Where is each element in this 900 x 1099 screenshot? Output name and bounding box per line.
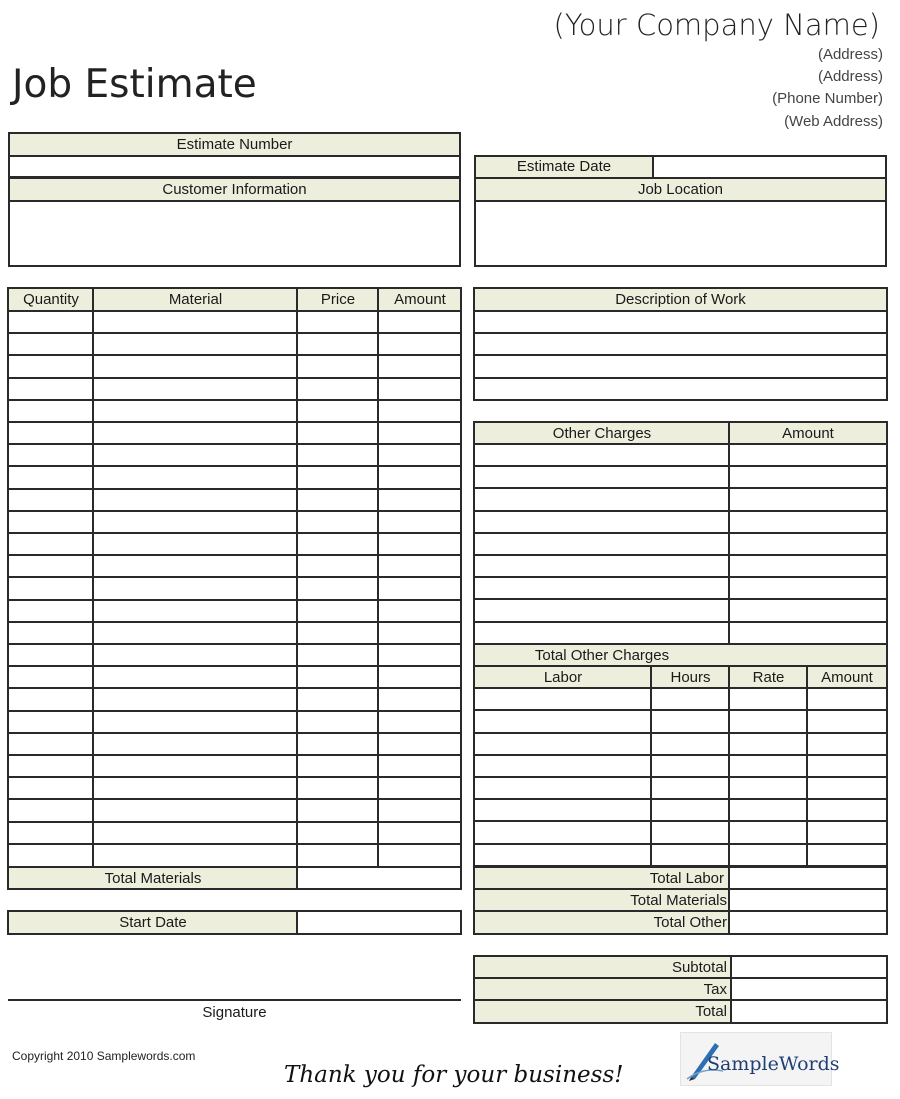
estimate-number-label: Estimate Number	[176, 136, 293, 153]
job-location-label: Job Location	[637, 181, 724, 198]
total-label: Total	[695, 1003, 727, 1020]
col-labor: Labor	[543, 669, 583, 686]
col-amount: Amount	[394, 291, 446, 308]
company-name: (Your Company Name)	[553, 8, 880, 42]
col-other-charges: Other Charges	[552, 425, 652, 442]
customer-information-label: Customer Information	[162, 181, 307, 198]
col-hours: Hours	[670, 669, 711, 686]
thank-you-message: Thank you for your business!	[284, 1062, 624, 1088]
address-line-2: (Address)	[817, 68, 883, 85]
tax-label: Tax	[703, 981, 727, 998]
total-materials-label: Total Materials	[104, 870, 202, 887]
total-materials-summary-label: Total Materials	[630, 892, 727, 909]
col-price: Price	[320, 291, 356, 308]
web-address: (Web Address)	[784, 113, 883, 130]
address-line-1: (Address)	[817, 46, 883, 63]
estimate-date-label: Estimate Date	[516, 158, 612, 175]
col-other-amount: Amount	[782, 425, 834, 442]
page-title: Job Estimate	[12, 62, 257, 107]
description-of-work-label: Description of Work	[615, 291, 746, 308]
start-date-label: Start Date	[119, 914, 187, 931]
phone-number: (Phone Number)	[772, 90, 883, 107]
col-material: Material	[168, 291, 223, 308]
subtotal-label: Subtotal	[671, 959, 727, 976]
samplewords-logo	[680, 1032, 840, 1086]
col-rate: Rate	[752, 669, 785, 686]
col-labor-amount: Amount	[821, 669, 873, 686]
logo-text: SampleWords	[707, 1053, 840, 1075]
total-other-label: Total Other	[653, 914, 727, 931]
start-date-field[interactable]	[299, 913, 460, 932]
total-labor-label: Total Labor	[649, 870, 724, 887]
signature-label: Signature	[202, 1004, 267, 1021]
copyright: Copyright 2010 Samplewords.com	[12, 1049, 196, 1063]
total-other-charges-label: Total Other Charges	[534, 647, 670, 664]
col-quantity: Quantity	[23, 291, 79, 308]
total-materials-field[interactable]	[299, 869, 460, 888]
